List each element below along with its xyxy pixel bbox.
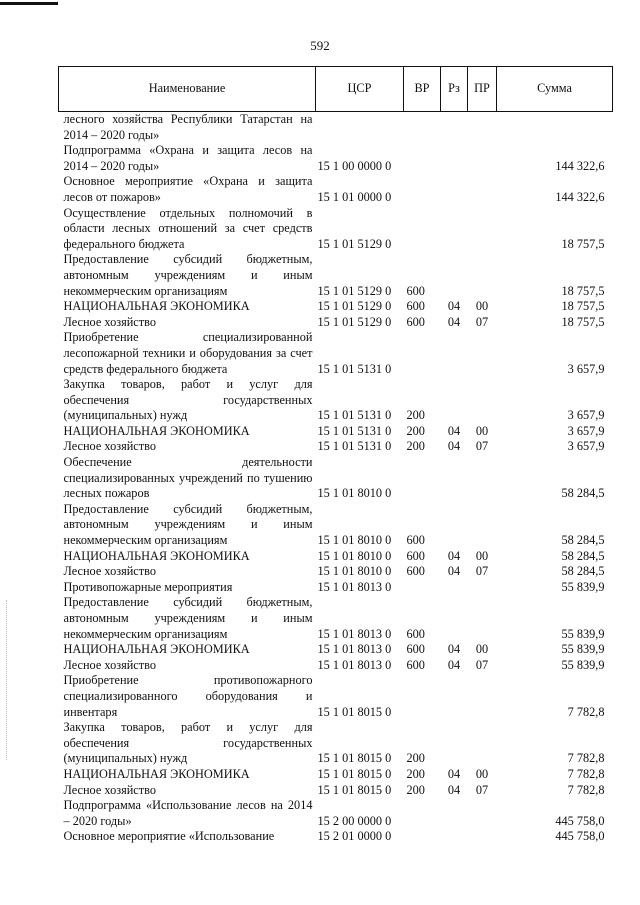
header-csr: ЦСР (316, 67, 404, 112)
cell-name: Предоставление субсидий бюджетным, автономным учреждениям и иным некоммерческим организациям (63, 252, 313, 298)
cell-csr: 15 1 01 0000 0 (317, 189, 392, 204)
cell-sum (497, 112, 613, 144)
cell-rz (441, 595, 468, 642)
cell-rz: 04 (447, 657, 461, 672)
cell-name: НАЦИОНАЛЬНАЯ ЭКОНОМИКА (63, 423, 250, 438)
cell-pr (468, 252, 497, 299)
table-row (59, 642, 613, 658)
cell-vr: 600 (406, 533, 425, 548)
cell-pr: 07 (475, 439, 489, 454)
header-name: Наименование (59, 67, 316, 112)
cell-name: Лесное хозяйство (63, 657, 157, 672)
cell-rz (441, 112, 468, 144)
cell-pr: 07 (475, 314, 489, 329)
cell-name: Приобретение противопожарного специализированного оборудования и инвентаря (63, 673, 313, 719)
table-row (59, 829, 613, 845)
cell-rz (441, 143, 468, 174)
cell-name: Осуществление отдельных полномочий в области лесных отношений за счет средств федерального бюджета (63, 205, 313, 251)
cell-rz: 04 (447, 314, 461, 329)
cell-sum: 58 284,5 (561, 486, 605, 501)
cell-sum: 7 782,8 (567, 751, 605, 766)
cell-csr: 15 1 01 8010 0 (317, 564, 392, 579)
cell-csr (316, 112, 404, 144)
cell-sum: 3 657,9 (567, 423, 605, 438)
cell-rz: 04 (447, 766, 461, 781)
table-row (59, 783, 613, 799)
table-row (59, 595, 613, 642)
table-row (59, 252, 613, 299)
cell-vr: 200 (406, 751, 425, 766)
cell-csr: 15 1 01 8015 0 (317, 704, 392, 719)
cell-sum: 58 284,5 (561, 533, 605, 548)
cell-pr: 07 (475, 657, 489, 672)
cell-name: НАЦИОНАЛЬНАЯ ЭКОНОМИКА (63, 642, 250, 657)
table-row (59, 143, 613, 174)
cell-name: Подпрограмма «Использование лесов на 2014 – 2020 годы» (63, 798, 313, 828)
cell-name: НАЦИОНАЛЬНАЯ ЭКОНОМИКА (63, 766, 250, 781)
table-row (59, 673, 613, 720)
cell-name: Предоставление субсидий бюджетным, автономным учреждениям и иным некоммерческим организациям (63, 595, 313, 641)
cell-csr: 15 1 01 8013 0 (317, 642, 392, 657)
cell-pr (468, 580, 497, 596)
cell-vr (404, 455, 441, 502)
cell-vr (404, 673, 441, 720)
cell-rz: 04 (447, 564, 461, 579)
cell-csr: 15 1 01 8010 0 (317, 486, 392, 501)
cell-rz (441, 174, 468, 205)
cell-csr: 15 1 01 8013 0 (317, 657, 392, 672)
cell-pr: 00 (475, 642, 489, 657)
table-row (59, 315, 613, 331)
cell-sum: 55 839,9 (561, 642, 605, 657)
header-rz: Рз (441, 67, 468, 112)
cell-vr: 600 (406, 564, 425, 579)
cell-pr: 00 (475, 548, 489, 563)
cell-name: НАЦИОНАЛЬНАЯ ЭКОНОМИКА (63, 548, 250, 563)
cell-rz (441, 377, 468, 424)
cell-csr: 15 2 00 0000 0 (317, 813, 392, 828)
cell-sum: 7 782,8 (567, 782, 605, 797)
cell-sum: 7 782,8 (567, 704, 605, 719)
cell-pr (468, 377, 497, 424)
cell-csr: 15 1 01 8015 0 (317, 751, 392, 766)
cell-name: Лесное хозяйство (63, 314, 157, 329)
table-row (59, 299, 613, 315)
cell-pr: 00 (475, 423, 489, 438)
cell-vr: 600 (406, 299, 425, 314)
cell-name: Лесное хозяйство (63, 782, 157, 797)
cell-rz (441, 206, 468, 253)
cell-sum: 445 758,0 (555, 829, 605, 844)
header-sum: Сумма (497, 67, 613, 112)
table-row (59, 377, 613, 424)
table-row (59, 564, 613, 580)
page-number: 592 (310, 38, 330, 53)
header-row (59, 67, 613, 112)
cell-vr (404, 112, 441, 144)
table-row (59, 424, 613, 440)
cell-name: Закупка товаров, работ и услуг для обеспечения государственных (муниципальных) нужд (63, 377, 313, 423)
cell-name: Приобретение специализированной лесопожарной техники и оборудования за счет средств федерального бюджета (63, 330, 313, 376)
cell-vr: 600 (406, 283, 425, 298)
cell-vr: 200 (406, 782, 425, 797)
cell-vr (404, 143, 441, 174)
cell-vr: 600 (406, 314, 425, 329)
cell-sum: 445 758,0 (555, 813, 605, 828)
cell-pr (468, 206, 497, 253)
cell-pr (468, 798, 497, 829)
cell-csr: 15 1 01 8010 0 (317, 533, 392, 548)
cell-sum: 3 657,9 (567, 361, 605, 376)
cell-pr (468, 174, 497, 205)
cell-sum: 7 782,8 (567, 766, 605, 781)
cell-rz (441, 829, 468, 845)
cell-rz (441, 455, 468, 502)
cell-csr: 15 1 00 0000 0 (317, 158, 392, 173)
top-rule (0, 2, 58, 5)
cell-sum: 144 322,6 (555, 189, 605, 204)
cell-vr: 600 (406, 548, 425, 563)
cell-pr: 07 (475, 564, 489, 579)
cell-csr: 15 1 01 8010 0 (317, 548, 392, 563)
cell-vr (404, 206, 441, 253)
cell-csr: 15 1 01 5131 0 (317, 361, 392, 376)
cell-vr (404, 330, 441, 377)
table-row (59, 174, 613, 205)
cell-vr: 600 (406, 626, 425, 641)
cell-csr: 15 2 01 0000 0 (317, 829, 392, 844)
table-row (59, 720, 613, 767)
cell-rz (441, 252, 468, 299)
cell-sum: 3 657,9 (567, 408, 605, 423)
cell-sum: 58 284,5 (561, 564, 605, 579)
table-row (59, 549, 613, 565)
cell-csr: 15 1 01 5129 0 (317, 299, 392, 314)
cell-sum: 58 284,5 (561, 548, 605, 563)
cell-name: Основное мероприятие «Использование (63, 829, 275, 844)
table-row (59, 580, 613, 596)
table-row (59, 767, 613, 783)
table-row (59, 112, 613, 144)
cell-pr (468, 720, 497, 767)
cell-csr: 15 1 01 5129 0 (317, 314, 392, 329)
cell-rz: 04 (447, 299, 461, 314)
cell-pr (468, 829, 497, 845)
cell-csr: 15 1 01 5129 0 (317, 283, 392, 298)
budget-table (58, 66, 613, 845)
cell-csr: 15 1 01 8013 0 (317, 626, 392, 641)
cell-pr: 00 (475, 299, 489, 314)
header-vr: ВР (404, 67, 441, 112)
cell-vr (404, 580, 441, 596)
cell-name: Предоставление субсидий бюджетным, автономным учреждениям и иным некоммерческим организациям (63, 501, 313, 548)
cell-csr: 15 1 01 8013 0 (317, 579, 392, 594)
cell-pr (468, 455, 497, 502)
cell-csr: 15 1 01 5131 0 (317, 408, 392, 423)
cell-csr: 15 1 01 5131 0 (317, 439, 392, 454)
table-row (59, 502, 613, 549)
cell-pr: 00 (475, 766, 489, 781)
cell-name: Закупка товаров, работ и услуг для обеспечения государственных (муниципальных) нужд (63, 720, 313, 766)
cell-name: Подпрограмма «Охрана и защита лесов на 2014 – 2020 годы» (63, 143, 313, 173)
cell-sum: 18 757,5 (561, 283, 605, 298)
cell-name: НАЦИОНАЛЬНАЯ ЭКОНОМИКА (63, 299, 250, 314)
cell-vr: 200 (406, 766, 425, 781)
table-row (59, 658, 613, 674)
cell-rz: 04 (447, 548, 461, 563)
cell-vr (404, 829, 441, 845)
cell-rz: 04 (447, 782, 461, 797)
cell-pr: 07 (475, 782, 489, 797)
cell-name: Лесное хозяйство (63, 564, 157, 579)
header-pr: ПР (468, 67, 497, 112)
table-row (59, 330, 613, 377)
table-row (59, 439, 613, 455)
cell-sum: 3 657,9 (567, 439, 605, 454)
cell-rz: 04 (447, 439, 461, 454)
cell-rz (441, 580, 468, 596)
cell-name: Противопожарные мероприятия (63, 579, 233, 594)
cell-vr: 600 (406, 642, 425, 657)
cell-rz (441, 502, 468, 549)
cell-csr: 15 1 01 8015 0 (317, 782, 392, 797)
cell-name: лесного хозяйства Республики Татарстан на 2014 – 2020 годы» (63, 112, 313, 142)
table-row (59, 455, 613, 502)
cell-rz: 04 (447, 423, 461, 438)
table-row (59, 798, 613, 829)
cell-vr (404, 174, 441, 205)
cell-rz (441, 798, 468, 829)
cell-sum: 144 322,6 (555, 158, 605, 173)
cell-vr: 200 (406, 423, 425, 438)
cell-name: Лесное хозяйство (63, 439, 157, 454)
cell-sum: 18 757,5 (561, 236, 605, 251)
cell-vr: 200 (406, 408, 425, 423)
cell-csr: 15 1 01 5129 0 (317, 236, 392, 251)
cell-pr (468, 143, 497, 174)
cell-vr (404, 798, 441, 829)
cell-csr: 15 1 01 8015 0 (317, 766, 392, 781)
cell-name: Обеспечение деятельности специализированных учреждений по тушению лесных пожаров (63, 455, 313, 501)
cell-pr (468, 595, 497, 642)
cell-csr: 15 1 01 5131 0 (317, 423, 392, 438)
cell-name: Основное мероприятие «Охрана и защита лесов от пожаров» (63, 174, 313, 204)
cell-pr (468, 112, 497, 144)
cell-sum: 18 757,5 (561, 299, 605, 314)
cell-sum: 55 839,9 (561, 626, 605, 641)
cell-sum: 18 757,5 (561, 314, 605, 329)
cell-rz (441, 720, 468, 767)
cell-vr: 600 (406, 657, 425, 672)
cell-vr: 200 (406, 439, 425, 454)
margin-marks (6, 600, 9, 760)
cell-rz (441, 330, 468, 377)
cell-pr (468, 673, 497, 720)
cell-pr (468, 330, 497, 377)
cell-sum: 55 839,9 (561, 657, 605, 672)
cell-pr (468, 502, 497, 549)
cell-rz (441, 673, 468, 720)
cell-rz: 04 (447, 642, 461, 657)
table-row (59, 206, 613, 253)
cell-sum: 55 839,9 (561, 579, 605, 594)
